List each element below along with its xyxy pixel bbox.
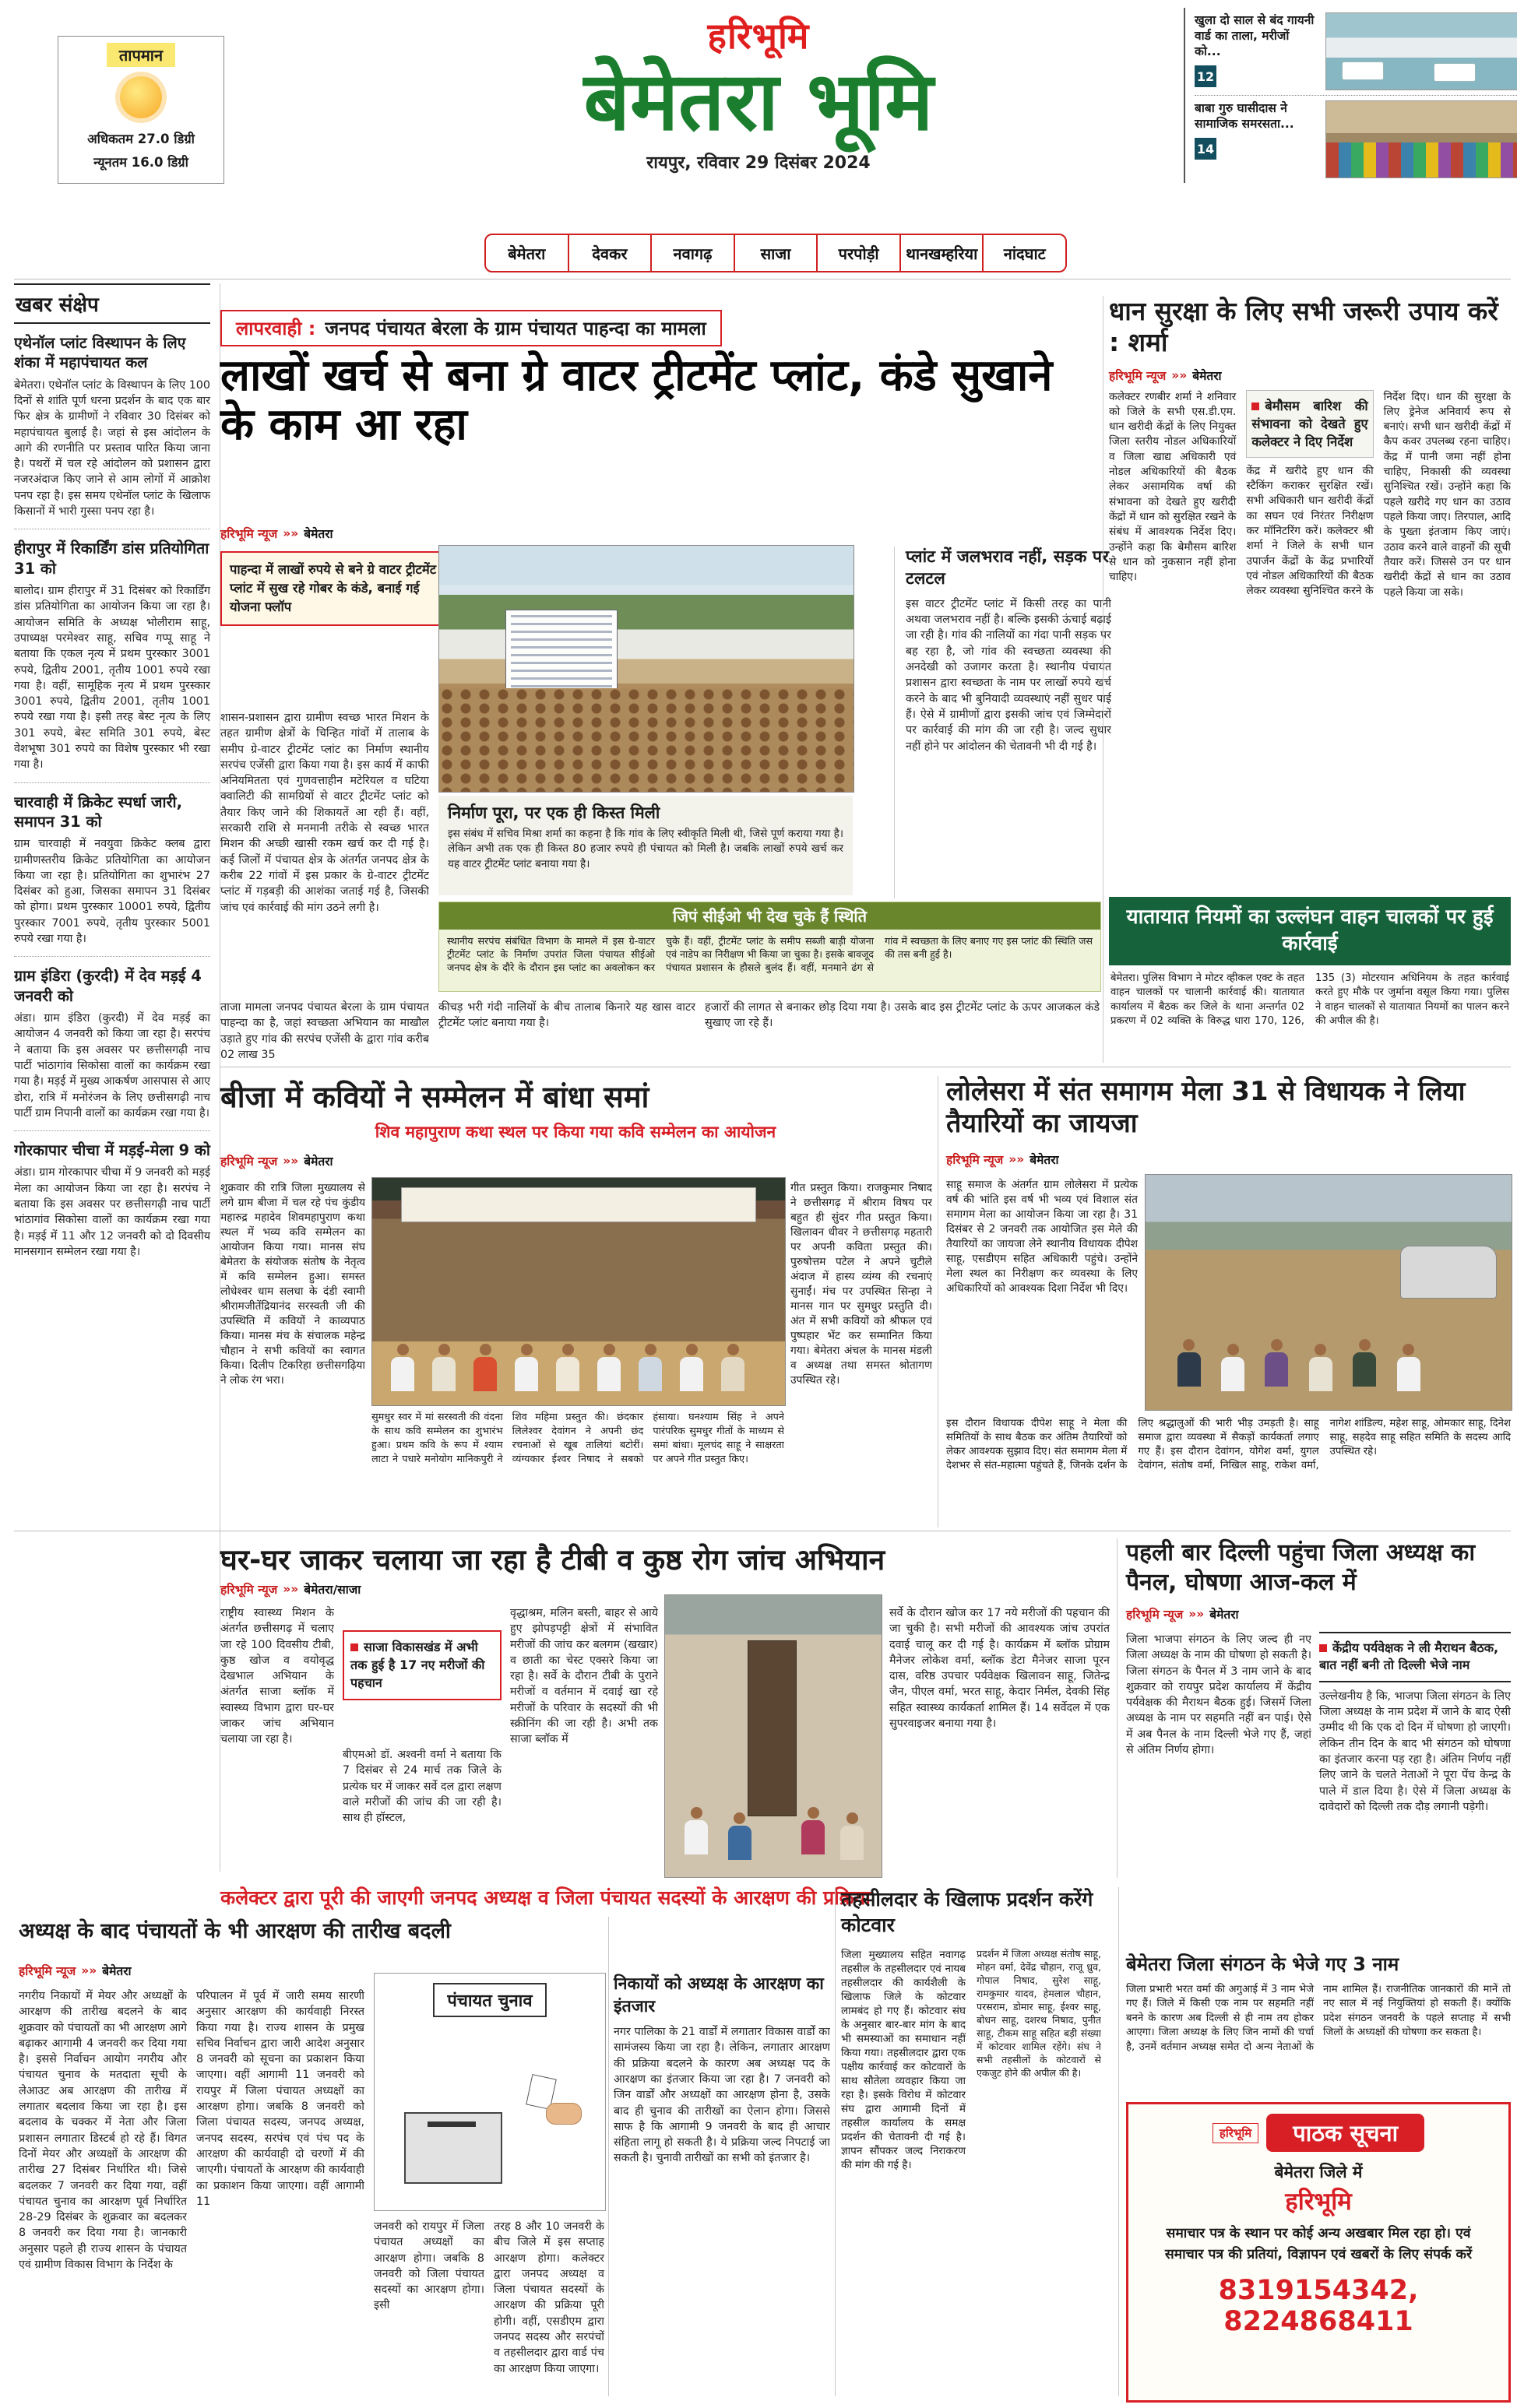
- sant-mela-photo: [1145, 1174, 1512, 1411]
- sun-icon: [120, 76, 162, 118]
- person-figure: [719, 1344, 747, 1391]
- article-body: नगर पालिका के 21 वार्डों में लगातार विकास वार्डों का सामंजस्य किया जा रहा है। लेकिन, लगातार आरक्षण की प्रक्रिया बदलने के कारण अब अध्यक्ष पद के आरक्षण का इंतजार किया जा रहा है। 7 जनवरी को जिन वार्डों और अध्यक्षों का आरक्षण होना है, उसके बाद ही चुनाव की तारीखों का ऐलान होगा। जिससे साफ है कि आगामी 9 जनवरी के बाद ही आचार संहिता लागू हो सकती है। ये प्रक्रिया जल्द निपटाई जा सकती है। चुनावी तारीखों का सभी को इंतजार है।: [614, 2026, 830, 2165]
- brief-body: ग्राम चारवाही में नवयुवा क्रिकेट क्लब द्वारा ग्रामीणस्तरीय क्रिकेट प्रतियोगिता का आयोजन किया जा रहा है। प्रतियोगिता का शुभारंभ 27 दिसंबर को हुआ, जिसका समापन 31 दिसंबर को होगा। प्रथम पुरस्कार 10001 रुपये, द्वितीय पुरस्कार 7001 रुपये, तृतीय पुरस्कार 5001 रुपये रखा गया है।: [14, 838, 210, 946]
- byline-separator: »»: [283, 1582, 299, 1596]
- byline-agency: हरिभूमि न्यूज: [946, 1153, 1004, 1167]
- briefs-header: खबर संक्षेप: [14, 283, 210, 324]
- article-subhead: शिव महापुराण कथा स्थल पर किया गया कवि सम्मेलन का आयोजन: [375, 1123, 776, 1141]
- kotwar-article: [841, 1887, 1109, 2383]
- column-rule: [835, 1887, 836, 2396]
- byline-agency: हरिभूमि न्यूज: [220, 1583, 278, 1597]
- names-list-col: प्रदर्शन में जिला अध्यक्ष संतोष साहू, मोहन वर्मा, देवेंद्र चौहान, राजू ध्रुव, गोपाल निषाद, सुरेश साहू, रामकुमार यादव, हेमलाल चौहान, परसराम, डोमार साहू, ईश्वर साहू, बोधन साहू, दशरथ निषाद, पुनीत साहू, टीकम साहू सहित बड़ी संख्या में कोटवार शामिल रहेंगे। संघ ने सभी तहसीलों के कोटवारों से एकजुट होने की अपील की है।: [977, 1948, 1101, 2079]
- byline-location: बेमेतरा: [102, 1964, 132, 1978]
- article-body-col: शुक्रवार की रात्रि जिला मुख्यालय से लगे ग्राम बीजा में चल रहे पंच कुंडीय महारुद्र महादेव शिवमहापुराण कथा स्थल में भव्य कवि सम्मेलन का आयोजन किया गया। मानस संघ बेमेतरा के संयोजक संतोष के नेतृत्व में कवि सम्मेलन हुआ। समस्त लोधेश्वर धाम सलधा के दंडी स्वामी श्रीरामजीतेंद्रियानंद सरस्वती जी की उपस्थिति में कवियों ने काव्यपाठ किया। मानस मंच के संचालक महेन्द्र चौहान ने सभी कवियों का स्वागत किया। दिलीप टिकरिहा छत्तीसगढ़िया ने लोक रंग भरा।: [220, 1182, 365, 1387]
- column-rule: [608, 1917, 609, 2396]
- byline: [19, 1962, 132, 1979]
- article-body-col: वृद्धाश्रम, मलिन बस्ती, बाहर से आये हुए झोपड़पट्टी क्षेत्रों में संभावित मरीजों की जांच कर बलगम (खखार) व छाती का चेस्ट एक्सरे किया जा रहा है। सर्वे के दौरान टीबी के पुराने मरीजों व वर्तमान में दवाई खा रहे मरीजों के परिवार के सदस्यों की भी स्क्रीनिंग की जा रही है। अभी तक साजा ब्लॉक में: [510, 1607, 658, 1746]
- brief-title: ग्राम इंडिरा (कुरदी) में देव मड़ई 4 जनवरी को: [14, 967, 202, 1005]
- status-box-headline: जिपं सीईओ भी देख चुके हैं स्थिति: [439, 902, 1100, 930]
- person-figure: [471, 1344, 499, 1391]
- byline-agency: हरिभूमि न्यूज: [220, 527, 278, 541]
- byline-location: बेमेतरा: [1192, 368, 1222, 383]
- body-text: सभी धान खरीदी केंद्रों में कैप कवर उपलब्ध रहना चाहिए। केंद्र में पानी जमा नहीं होना चाहिए, निकासी की व्यवस्था सुनिश्चित रखें। उन्होंने कहा कि पहले खरीदे गए धान का उठाव पहले किया जाए। तिरपाल, आदि के पुख्ता इंतजाम किए जाएं। उठाव करने वाले वाहनों की सूची तैयार करें। जिससे उन पर धान खरीदी केंद्रों से धान का उठाव पहले किया जा सके।: [1383, 420, 1511, 599]
- weather-box: [58, 36, 224, 184]
- article-headline: घर-घर जाकर चलाया जा रहा है टीबी व कुष्ठ रोग जांच अभियान: [220, 1543, 885, 1577]
- top-brief-item: [1195, 8, 1517, 95]
- hand-shape: [546, 2103, 582, 2125]
- byline: [220, 525, 333, 542]
- lead-kicker: [220, 310, 722, 346]
- article-body-col: जिला भाजपा संगठन के लिए जल्द ही नए जिला अध्यक्ष के नाम की घोषणा हो सकती है। जिला संगठन के पैनल में 3 नाम जाने के बाद शुक्रवार को रायपुर प्रदेश कार्यालय में केंद्रीय पर्यवेक्षक की मैराथन बैठक हुई। जिसमें जिला अध्यक्ष के नाम पर सहमति नहीं बन पाई। ऐसे में अब पैनल के नाम दिल्ली भेजे गए हैं, जहां से अंतिम निर्णय होगा।: [1126, 1633, 1311, 1757]
- article-body-col: बीएमओ डॉ. अश्वनी वर्मा ने बताया कि 7 दिसंबर से 24 मार्च तक जिले के प्रत्येक घर में जाकर सर्वे दल द्वारा लक्षण वाले मरीजों की जांच की जा रही है। साथ ही हॉस्टल,: [343, 1749, 502, 1825]
- brief-body: अंडा। ग्राम इंडिरा (कुरदी) में देव मड़ई का आयोजन 4 जनवरी को किया जा रहा है। सरपंच ने बताया कि इस अवसर पर छत्तीसगढ़ी नाच पार्टी भांठागांव सिकोसा वालों का कार्यक्रम रखा गया है। मड़ई में मुख्य आकर्षण आसपास से आए डोरा, रात्रि में मनोरंजन के लिए छत्तीसगढ़ी नाच पार्टी ग्राम निपानी वालों का कार्यक्रम रखा गया है।: [14, 1012, 210, 1120]
- article-right-col: [1319, 1632, 1511, 1876]
- kicker-label: लापरवाही :: [236, 318, 316, 339]
- person-figure: [1175, 1339, 1203, 1387]
- brief-photo-ward: [1325, 12, 1517, 90]
- brief-item: [14, 333, 210, 529]
- brief-body: अंडा। ग्राम गोरकापार चीचा में 9 जनवरी को मड़ई मेला का आयोजन किया जा रहा है। सरपंच ने बताया कि इस अवसर पर छत्तीसगढ़ी नाच पार्टी भांठागांव सिकोसा वालों का कार्यक्रम रखा गया है। मड़ई में 11 और 12 जनवरी को दो दिवसीय मानसगान सम्मेलन रखा गया है।: [14, 1166, 210, 1258]
- body-text: केंद्र में खरीदे हुए धान की स्टैकिंग कराकर सुरक्षित रखें। सभी अधिकारी धान खरीदी केंद्रों का सघन एवं निरंतर निरीक्षण कर मॉनिटरिंग करें। कलेक्टर श्री शर्मा ने जिले के सभी धान उपार्जन केंद्रों के केंद्र प्रभारियों एवं नोडल अधिकारियों की बैठक लेकर व्यवस्था सुनिश्चित करने के निर्देश दिए। धान की सुरक्षा के लिए ड्रेनेज अनिवार्य रूप से बनाएं।: [1246, 390, 1511, 598]
- notice-text: समाचार पत्र के स्थान पर कोई अन्य अखबार मिल रहा हो। एवं समाचार पत्र की प्रतियां, विज्ञापन एवं खबरों के लिए संपर्क करें: [1164, 2226, 1473, 2263]
- article-headline: बेमेतरा जिला संगठन के भेजे गए 3 नाम: [1126, 1953, 1399, 1975]
- article-headline: लोलेसरा में संत समागम मेला 31 से विधायक ने लिया तैयारियों का जायजा: [946, 1076, 1466, 1140]
- reader-notice-box: [1126, 2102, 1511, 2403]
- nav-item-thankhamharia: थानखम्हरिया: [899, 235, 983, 271]
- column-rule: [1118, 1887, 1119, 2396]
- article-body-col: नगरीय निकायों में मेयर और अध्यक्षों के आरक्षण की तारीख बदलने के बाद शुक्रवार को पंचायतों का भी आरक्षण आगे बढ़ाकर आगामी 4 जनवरी कर दिया गया है। इससे निर्वाचन आयोग नगरीय और पंचायत चुनाव के मतदाता सूची के लेआउट अब आरक्षण की तारीख में लगातार बदलाव किया जा रहा है। इस बदलाव के चक्कर में नेता और जिला प्रशासन लगातार डिस्टर्ब हो रहे हैं। विगत दिनों मेयर और अध्यक्षों के आरक्षण की तारीख 27 दिसंबर निर्धारित थी। जिसे बदलकर 7 जनवरी कर दिया गया, वहीं पंचायत चुनाव का आरक्षण पूर्व निर्धारित 28-29 दिसंबर के शुक्रवार का बदलकर 8 जनवरी कर दिया गया है। जानकारी अनुसार पहले ही राज्य शासन के पंचायत एवं ग्रामीण विकास विभाग के निर्देश के: [19, 1990, 187, 2272]
- column-rule: [1117, 1538, 1118, 1878]
- person-figure: [1307, 1344, 1335, 1391]
- paddy-article: [1109, 296, 1511, 873]
- body-text: कलेक्टर रणबीर शर्मा ने शनिवार को जिले के सभी एस.डी.एम. धान खरीदी केंद्रों के लिए नियुक्त जिला स्तरीय नोडल अधिकारियों व जिला खाद्य अधिकारी एवं नोडल अधिकारियों की बैठक लेकर असामयिक वर्षा की संभावना को देखते हुए खरीदी केंद्रों में धान को सुरक्षित रखने के संबंध में आवश्यक निर्देश दिए। उन्होंने कहा कि बेमौसम बारिश से धान को नुकसान नहीं होना चाहिए।: [1109, 390, 1237, 584]
- top-briefs: [1184, 8, 1517, 183]
- article-headline: यातायात नियमों का उल्लंघन वाहन चालकों पर हुई कार्रवाई: [1109, 897, 1511, 965]
- nikay-article: [614, 1973, 830, 2359]
- top-brief-text: खुला दो साल से बंद गायनी वार्ड का ताला, मरीजों को...: [1195, 13, 1315, 59]
- byline-separator: »»: [1008, 1152, 1025, 1166]
- page-number-badge: 12: [1195, 65, 1216, 87]
- byline-location: बेमेतरा/साजा: [304, 1583, 361, 1597]
- region-nav: [484, 234, 1067, 272]
- byline-separator: »»: [81, 1963, 97, 1977]
- notice-line: बेमेतरा जिले में: [1274, 2163, 1363, 2181]
- caption-body: इस संबंध में सचिव मिश्रा शर्मा का कहना है कि गांव के लिए स्वीकृति मिली थी, जिसे पूर्ण कराया गया है। लेकिन अभी तक एक ही किस्त 80 हजार रुपये ही पंचायत को मिली है। जबकि लाखों रुपये खर्च कर यह वाटर ट्रीटमेंट प्लांट बनाया गया है।: [448, 828, 843, 870]
- kavi-sammelan-photo: [371, 1177, 786, 1406]
- page-title: बेमेतरा भूमि: [583, 54, 934, 149]
- byline-location: बेमेतरा: [1209, 1608, 1239, 1622]
- temp-min: न्यूनतम 16.0 डिग्री: [93, 154, 188, 170]
- article-body: बेमेतरा। पुलिस विभाग ने मोटर व्हीकल एक्ट के तहत वाहन चालकों पर चालानी कार्रवाई की। यातायात कार्यालय में बैठक कर जिले के थाना अन्तर्गत 02 प्रकरण में 02 व्यक्ति के विरुद्ध धारा 170, 126, 135 (3) मोटरयान अधिनियम के तहत कार्रवाई करते हुए मौके पर जुर्माना वसूल किया गया। पुलिस ने वाहन चालकों से यातायात नियमों का पालन करने की अपील की है।: [1110, 972, 1509, 1028]
- person-figure: [430, 1344, 458, 1391]
- brand-chip: हरिभूमि: [1213, 2123, 1258, 2143]
- sangathan-article: [1126, 1951, 1511, 2100]
- notice-headline: पाठक सूचना: [1266, 2114, 1424, 2152]
- lead-highlight-box: पाहन्दा में लाखों रुपये से बने ग्रे वाटर ट्रीटमेंट प्लांट में सुख रहे गोबर के कंडे, बनाई गई योजना फ्लॉप: [220, 551, 448, 626]
- top-brief-text: बाबा गुरु घासीदास ने सामाजिक समरसता...: [1195, 101, 1294, 132]
- nav-item-saja: साजा: [734, 235, 817, 271]
- nav-item-devkar: देवकर: [568, 235, 651, 271]
- article-body-col: जनवरी को रायपुर में जिला पंचायत अध्यक्षों का आरक्षण होगा। जबकि 8 जनवरी को जिला पंचायत सदस्यों का आरक्षण होगा। इसी: [374, 2220, 484, 2312]
- weather-label: तापमान: [107, 43, 175, 67]
- person-figure: [682, 1807, 710, 1854]
- caption-headline: निर्माण पूरा, पर एक ही किस्त मिली: [448, 803, 660, 822]
- sidebox-headline: प्लांट में जलभराव नहीं, सड़क पर टलटल: [906, 547, 1109, 589]
- article-body-col: राष्ट्रीय स्वास्थ्य मिशन के अंतर्गत छत्तीसगढ़ में चलाए जा रहे 100 दिवसीय टीबी, कुष्ठ खोज व वयोवृद्ध देखभाल अभियान के अंतर्गत साजा ब्लॉक में स्वास्थ्य विभाग द्वारा घर-घर जाकर जांच अभियान चलाया जा रहा है।: [220, 1607, 334, 1746]
- byline-agency: हरिभूमि न्यूज: [1109, 368, 1167, 383]
- brief-title: चारवाही में क्रिकेट स्पर्धा जारी, समापन 31 को: [14, 793, 183, 831]
- brief-body: बेमेतरा। एथेनॉल प्लांट के विस्थापन के लिए 100 दिनों से शांति पूर्ण धरना प्रदर्शन के बाद एक बार फिर क्षेत्र के ग्रामीणों ने रविवार 30 दिसंबर को महापंचायत बुलाई है। जहां से इस आंदोलन के आगे की रणनीति पर प्रस्ताव पारित किया जाना है। पथरों में चल रहे आंदोलन को प्रशासन द्वारा नजरअंदाज किए जाने से आम लोगों में आक्रोश पनप रहा है। इस समय एथेनॉल प्लांट के खिलाफ किसानों में भारी गुस्सा पनप रहा है।: [14, 378, 210, 519]
- article-headline: निकायों को अध्यक्ष के आरक्षण का इंतजार: [614, 1974, 824, 2017]
- lead-sidebox: [894, 547, 1111, 898]
- article-body-col: सुमधुर स्वर में मां सरस्वती की वंदना के साथ कवि सम्मेलन का शुभारंभ हुआ। प्रथम कवि के रूप में श्याम लाटा ने पधारे मनोयोग मानिकपुरी ने शिव महिमा प्रस्तुत की। छंदकार लिलेश्वर देवांगन ने अपनी छंद रचनाओं से खूब तालियां बटोरीं। व्यंग्यकार ईश्वर निषाद ने सबको हंसाया। घनश्याम सिंह ने अपने पारंपरिक सुमधुर गीतों के माध्यम से समां बांधा। मूलचंद साहू ने साक्षरता पर अपने गीत प्रस्तुत किए।: [371, 1411, 784, 1465]
- notice-brand: हरिभूमि: [1285, 2188, 1352, 2216]
- byline-separator: »»: [283, 526, 299, 540]
- byline-agency: हरिभूमि न्यूज: [1126, 1608, 1184, 1622]
- top-brief-item: [1195, 95, 1517, 183]
- person-figure: [726, 1812, 754, 1860]
- status-box: [438, 902, 1101, 992]
- bed-shape: [1434, 63, 1476, 82]
- tb-survey-photo: [664, 1594, 882, 1878]
- brief-item: [14, 793, 210, 958]
- brief-item: [14, 966, 210, 1131]
- article-body-col: तरह 8 और 10 जनवरी के बीच जिले में इस सप्ताह आरक्षण होगा। कलेक्टर द्वारा जनपद अध्यक्ष व जिला पंचायत सदस्यों के आरक्षण की प्रक्रिया पूरी होगी। वहीं, एसडीएम द्वारा जनपद सदस्य और सरपंचों व तहसीलदार द्वारा वार्ड पंच का आरक्षण किया जाएगा।: [494, 2220, 604, 2375]
- lead-bottom-col: कीचड़ भरी गंदी नालियों के बीच तालाब किनारे यह खास वाटर ट्रीटमेंट प्लांट बनाया गया है।: [438, 1001, 695, 1030]
- body-text: उल्लेखनीय है कि, भाजपा जिला संगठन के लिए जिला अध्यक्ष के नाम प्रदेश में जाने के बाद ऐसी उम्मीद थी कि एक दो दिन में घोषणा हो जाएगी। लेकिन तीन दिन के बाद भी संगठन को घोषणा का इंतजार करना पड़ रहा है। अंतिम निर्णय नहीं लिए जाने के चलते नेताओं ने पूरा पेंच केन्द्र के पाले में डाल दिया है। ऐसे में जिला अध्यक्ष के दावेदारों को दिल्ली तक दौड़ लगानी पड़ेगी।: [1319, 1689, 1511, 1813]
- person-figure: [1350, 1339, 1378, 1387]
- article-headline: बीजा में कवियों ने सम्मेलन में बांधा समां: [220, 1080, 649, 1114]
- nav-item-parpodi: परपोड़ी: [816, 235, 899, 271]
- page-number-badge: 14: [1195, 138, 1216, 160]
- ballot-box-shape: [404, 2112, 502, 2184]
- brief-title: गोरकापार चीचा में मड़ई-मेला 9 को: [14, 1141, 210, 1160]
- masthead: [408, 11, 1109, 174]
- brand-logo: हरिभूमि: [707, 15, 810, 57]
- traffic-article: [1109, 897, 1511, 1070]
- byline-location: बेमेतरा: [304, 1155, 333, 1169]
- status-box-body: स्थानीय सरपंच संबंधित विभाग के मामले में इस ग्रे-वाटर ट्रीटमेंट प्लांट के निर्माण उपरांत जिला पंचायत सीईओ जनपद क्षेत्र के दौरे के दौरान इस प्लांट का अवलोकन कर चुके हैं। वहीं, ट्रीटमेंट प्लांट के समीप सब्जी बाड़ी योजना एवं नाडेप का निरीक्षण भी किया जा चुका है। इसके बावजूद पंचायत प्रशासन के हौसले बुलंद हैं। वहीं, मनमाने ढंग से गांव में स्वच्छता के लिए बनाए गए इस प्लांट की स्थिति जस की तस बनी हुई है।: [447, 935, 1093, 973]
- person-figure: [799, 1807, 827, 1854]
- byline: [220, 1580, 361, 1598]
- byline-agency: हरिभूमि न्यूज: [220, 1155, 278, 1169]
- brief-photo-gathering: [1325, 100, 1517, 178]
- person-figure: [1262, 1339, 1290, 1387]
- highlight-note: केंद्रीय पर्यवेक्षक ने ली मैराथन बैठक, बात नहीं बनी तो दिल्ली भेजे नाम: [1319, 1632, 1511, 1682]
- article-headline: पहली बार दिल्ली पहुंचा जिला अध्यक्ष का पैनल, घोषणा आज-कल में: [1126, 1539, 1476, 1596]
- byline: [1109, 367, 1511, 384]
- brief-title: हीरापुर में रिकार्डिंग डांस प्रतियोगिता 31 को: [14, 540, 209, 578]
- ballot-slot: [428, 2122, 476, 2127]
- byline-separator: »»: [1188, 1607, 1205, 1621]
- person-figure: [838, 1812, 866, 1860]
- bed-shape: [1342, 62, 1384, 80]
- person-figure: [389, 1344, 417, 1391]
- article-body-col: जिला मुख्यालय सहित नवागढ़ तहसील के तहसीलदार एवं नायब तहसीलदार की कार्यशैली के खिलाफ जिले के कोटवार लामबंद हो गए हैं। कोटवार संघ के अनुसार बार-बार मांग के बाद भी समस्याओं का समाधान नहीं किया गया। तहसीलदार द्वारा एक पक्षीय कार्रवाई कर कोटवारों के साथ सौतेला व्यवहार किया जा रहा है। इसके विरोध में कोटवार संघ द्वारा आगामी दिनों में तहसील कार्यालय के समक्ष प्रदर्शन की चेतावनी दी गई है। ज्ञापन सौंपकर जल्द निराकरण की मांग की गई है।: [841, 1949, 966, 2171]
- article-body: जिला प्रभारी भरत वर्मा की अगुआई में 3 नाम भेजे गए हैं। जिले में किसी एक नाम पर सहमति नहीं बनने के कारण अब दिल्ली से ही नाम तय होकर आएगा। जिला अध्यक्ष के लिए जिन नामों की चर्चा है, उनमें वर्तमान अध्यक्ष समेत दो अन्य नेताओं के नाम शामिल हैं। राजनीतिक जानकारों की मानें तो नए साल में नई नियुक्तियां हो सकती हैं। क्योंकि प्रदेश संगठन जनवरी के पहले सप्ताह में सभी जिलों के अध्यक्षों की घोषणा कर सकता है।: [1126, 1984, 1511, 2053]
- byline: [1126, 1605, 1239, 1622]
- person-figure: [678, 1344, 706, 1391]
- election-cartoon: [374, 1973, 606, 2211]
- byline-agency: हरिभूमि न्यूज: [19, 1964, 76, 1978]
- contact-phone-numbers: 8319154342, 8224868411: [1218, 2275, 1419, 2338]
- news-briefs-column: [14, 283, 220, 1872]
- byline-location: बेमेतरा: [304, 527, 333, 541]
- article-body-col: साहू समाज के अंतर्गत ग्राम लोलेसरा में प्रत्येक वर्ष की भांति इस वर्ष भी भव्य एवं विशाल संत समागम मेला का आयोजन किया जा रहा है। 31 दिसंबर से 2 जनवरी तक आयोजित इस मेले की तैयारियों का जायजा लेने स्थानीय विधायक दीपेश साहू, एसडीएम सहित अधिकारी पहुंचे। उन्होंने मेला स्थल का निरीक्षण कर व्यवस्था के लिए अधिकारियों को आवश्यक दिशा निर्देश भी दिए।: [946, 1179, 1138, 1295]
- person-figure: [595, 1344, 623, 1391]
- inline-note: बेमौसम बारिश की संभावना को देखते हुए कलेक्टर ने दिए निर्देश: [1246, 390, 1373, 458]
- byline: [220, 1152, 333, 1169]
- byline: [946, 1151, 1059, 1168]
- kicker-text: जनपद पंचायत बेरला के ग्राम पंचायत पाहन्दा का मामला: [325, 318, 706, 339]
- lead-bottom-col: ताजा मामला जनपद पंचायत बेरला के ग्राम पंचायत पाहन्दा का है, जहां स्वच्छता अभियान का माखौल उड़ाते हुए गांव की सरपंच एजेंसी के द्वारा गांव करीब 02 लाख 35: [220, 1001, 429, 1061]
- brief-title: एथेनॉल प्लांट विस्थापन के लिए शंका में महापंचायत कल: [14, 334, 186, 372]
- article-body: [1109, 390, 1511, 873]
- brief-body: बालोद। ग्राम हीरापुर में 31 दिसंबर को रिकार्डिंग डांस प्रतियोगिता का आयोजन किया जा रहा है। आयोजन समिति के अध्यक्ष भोलीराम साहू, उपाध्यक्ष परमेश्वर साहू, सचिव गप्पू साहू ने बताया कि एकल नृत्य में प्रथम पुरस्कार 3001 रुपये, द्वितीय 2001, तृतीय 1001 रुपये रखा गया है। वहीं, सामूहिक नृत्य में प्रथम पुरस्कार 3001 रुपये, द्वितीय 2001, तृतीय 1001 रुपये रखा गया है। इसी तरह बेस्ट नृत्य के लिए 301 रुपये, बेस्ट समिति 301 रुपये, बेस्ट वेशभूषा 301 रुपये का विशेष पुरस्कार भी रखा गया है।: [14, 585, 210, 772]
- door-shape: [748, 1640, 797, 1816]
- dateline: रायपुर, रविवार 29 दिसंबर 2024: [646, 153, 871, 174]
- article-body-col: गीत प्रस्तुत किया। राजकुमार निषाद ने छत्तीसगढ़ में श्रीराम विषय पर बहुत ही सुंदर गीत प्रस्तुत किया। खिलावन धीवर ने छत्तीसगढ़ महतारी पर अपनी कविता प्रस्तुत की। पुरुषोत्तम पटेल ने अपने चुटीले अंदाज में हास्य व्यंग्य की रचनाएं सुनाईं। मंच पर उपस्थित सिन्हा ने मानस गान पर सुमधुर प्रस्तुति दी। अंत में सभी कवियों को श्रीफल एवं पुष्पहार भेंट कर सम्मानित किया गया। बेमेतरा अंचल के मानस मंडली व अध्यक्ष तथा समस्त श्रोतागण उपस्थित रहे।: [790, 1182, 932, 1387]
- article-headline: तहसीलदार के खिलाफ प्रदर्शन करेंगे कोटवार: [841, 1888, 1093, 1936]
- person-figure: [554, 1344, 582, 1391]
- article-body-col: [946, 1415, 1511, 1526]
- highlight-note-box: साजा विकासखंड में अभी तक हुई है 17 नए मरीजों की पहचान: [343, 1630, 502, 1700]
- body-text: इस दौरान विधायक दीपेश साहू ने मेला की समितियों के साथ बैठक कर अंतिम तैयारियों को लेकर आवश्यक सुझाव दिए। संत समागम मेला में देशभर से संत-महात्मा पहुंचते हैं, जिनके दर्शन के लिए श्रद्धालुओं की भारी भीड़ उमड़ती है। साहू समाज द्वारा व्यवस्था में सैकड़ों कार्यकर्ता लगाए गए हैं।: [946, 1418, 1319, 1471]
- collector-band-headline: कलेक्टर द्वारा पूरी की जाएगी जनपद अध्यक्ष व जिला पंचायत सदस्यों के आरक्षण की प्रक्रिया: [220, 1886, 871, 1909]
- article-body-col: सर्वे के दौरान खोज कर 17 नये मरीजों की पहचान की जा चुकी है। सभी मरीजों की आवश्यक जांच उपरांत दवाई चालू कर दी गई है। कार्यक्रम में ब्लॉक प्रोग्राम मैनेजर लोकेश वर्मा, ब्लॉक डेटा मैनेजर साजा पूरन दास, वरिष्ठ उपचार पर्यवेक्षक खिलावन साहू, जितेन्द्र जैन, पीएल वर्मा, भरत साहू, केदार निर्मल, देवकी सिंह सहित स्वास्थ्य कार्यकर्ता शामिल हैं। 14 सर्वेदल में एक सुपरवाइजर बनाया गया है।: [889, 1607, 1110, 1731]
- article-body-col: परिपालन में पूर्व में जारी समय सारणी अनुसार आरक्षण की कार्यवाही निरस्त किया गया है। राज्य शासन के प्रमुख सचिव निर्वाचन द्वारा जारी आदेश अनुसार 8 जनवरी को सूचना का प्रकाशन किया जाएगा। वहीं आगामी 11 जनवरी को रायपुर में जिला पंचायत अध्यक्षों का आरक्षण होगा। जबकि 8 जनवरी को जिला पंचायत सदस्य, जनपद अध्यक्ष, जनपद सदस्य, सरपंच एवं पंच पद के आरक्षण की कार्यवाही दो चरणों में की जाएगी। पंचायतों के आरक्षण की कार्यवाही का प्रकाशन किया जाएगा। वहीं आगामी 11: [196, 1990, 364, 2208]
- lead-bottom-col: हजारों की लागत से बनाकर छोड़ दिया गया है। उसके बाद इस ट्रीटमेंट प्लांट के ऊपर आजकल कंडे सुखाए जा रहे हैं।: [705, 1001, 1100, 1030]
- dung-cakes-area: [439, 688, 854, 792]
- person-figure: [512, 1344, 540, 1391]
- lead-photo: [438, 545, 854, 793]
- sidebox-body: इस वाटर ट्रीटमेंट प्लांट में किसी तरह का पानी अथवा जलभराव नहीं है। बल्कि इसकी ऊंचाई बढ़ाई जा रही है। गांव की नालियों का गंदा पानी सड़क पर बह रहा है, जो गांव की स्वच्छता व्यवस्था की अनदेखी को उजागर करता है। स्थानीय पंचायत प्रशासन द्वारा स्वच्छता के नाम पर लाखों रुपये खर्च करने के बाद भी बुनियादी व्यवस्थाएं नहीं सुधर पाई हैं। ऐसे में ग्रामीणों द्वारा इसकी जांच एवं जिम्मेदारों पर कार्रवाई की मांग की जा रही है। जल्द सुधार नहीं होने पर आंदोलन की चेतावनी भी दी गई है।: [906, 597, 1111, 753]
- names-list: इस दौरान देवांगन, योगेश वर्मा, युगल देवांगन, संतोष वर्मा, निखिल साहू, राकेश वर्मा, नागेश शांडिल्य, महेश साहू, ओमकार साहू, दिनेश साहू, सहदेव साहू सहित समिति के सदस्य आदि उपस्थित रहे।: [1138, 1418, 1511, 1471]
- banner-shape: [401, 1187, 756, 1223]
- brief-item: [14, 539, 210, 782]
- brief-item: [14, 1141, 210, 1269]
- temp-max: अधिकतम 27.0 डिग्री: [87, 132, 195, 146]
- article-headline: धान सुरक्षा के लिए सभी जरूरी उपाय करें : शर्मा: [1109, 296, 1498, 358]
- article-headline: अध्यक्ष के बाद पंचायतों के भी आरक्षण की तारीख बदली: [19, 1919, 451, 1943]
- car-shape: [1400, 1246, 1497, 1299]
- person-figure: [1395, 1344, 1423, 1391]
- nav-item-nandghat: नांदघाट: [982, 235, 1065, 271]
- byline-separator: »»: [283, 1154, 299, 1168]
- lead-body-col: शासन-प्रशासन द्वारा ग्रामीण स्वच्छ भारत मिशन के तहत ग्रामीण क्षेत्रों के चिन्हित गांवों में तालाब के समीप ग्रे-वाटर ट्रीटमेंट प्लांट का निर्माण स्थानीय सरपंच एजेंसी द्वारा किया गया है। इस कार्य में काफी अनियमितता एवं गुणवत्ताहीन मटेरियल व घटिया क्वालिटी की सामग्रियों से वाटर ट्रीटमेंट प्लांट को तैयार किए जाने की शिकायतें आ रही हैं। वहीं, सरकारी राशि से मनमानी तरीके से स्वच्छ भारत मिशन की अच्छी खासी रकम खर्च कर दी गई है। कई जिलों में पंचायत क्षेत्र के अंतर्गत जनपद क्षेत्र के करीब 22 गांवों में इस प्रकार के ग्रे-वाटर ट्रीटमेंट प्लांट में गड़बड़ी की आशंका जताई गई है, जिसकी जांच एवं कार्रवाई की मांग उठने लगी है।: [220, 712, 429, 914]
- byline-location: बेमेतरा: [1030, 1153, 1059, 1167]
- lead-photo-caption: [438, 796, 853, 895]
- byline-separator: »»: [1171, 367, 1188, 382]
- lead-headline: लाखों खर्च से बना ग्रे वाटर ट्रीटमेंट प्लांट, कंडे सुखाने के काम आ रहा: [220, 350, 1053, 450]
- person-figure: [636, 1344, 664, 1391]
- nav-item-navagarh: नवागढ़: [650, 235, 734, 271]
- crowd-shape: [1326, 142, 1517, 178]
- cartoon-banner: पंचायत चुनाव: [433, 1983, 546, 2017]
- person-figure: [1219, 1344, 1247, 1391]
- nav-item-bemetara: बेमेतरा: [508, 244, 546, 263]
